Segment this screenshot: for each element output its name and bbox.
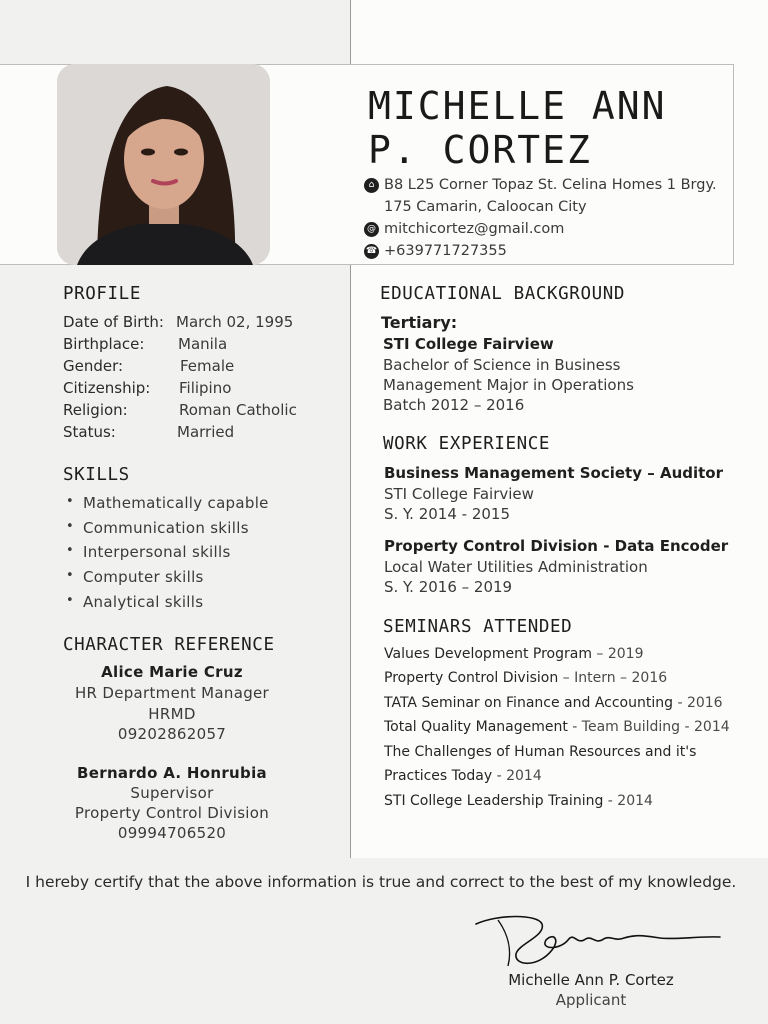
- seminar-item: [384, 695, 723, 711]
- work-heading: WORK EXPERIENCE: [383, 434, 551, 454]
- education-level: Tertiary:: [381, 313, 458, 332]
- certification-statement: I hereby certify that the above information is true and correct to the best of my knowledge.: [25, 873, 737, 891]
- reference-line: HR Department Manager: [74, 684, 270, 702]
- applicant-name: [368, 84, 728, 172]
- seminar-detail: - 2014: [603, 793, 653, 809]
- address-line-1: B8 L25 Corner Topaz St. Celina Homes 1 Brgy.: [384, 177, 717, 193]
- profile-heading: PROFILE: [63, 284, 141, 304]
- seminar-item: [384, 719, 730, 735]
- profile-value: Married: [177, 423, 235, 441]
- at-icon: @: [364, 222, 379, 237]
- home-icon: ⌂: [364, 178, 379, 193]
- reference-phone: 09994706520: [117, 824, 227, 842]
- profile-value: March 02, 1995: [176, 313, 294, 331]
- profile-label: Status:: [63, 423, 116, 441]
- job-period: S. Y. 2016 – 2019: [384, 578, 513, 596]
- seminar-item: [384, 768, 542, 784]
- seminar-item: [384, 793, 653, 809]
- seminar-title: Total Quality Management: [384, 719, 568, 735]
- signature-image: [468, 910, 728, 972]
- seminar-detail: - 2016: [673, 695, 723, 711]
- batch-line: Batch 2012 – 2016: [383, 396, 525, 414]
- profile-value: Roman Catholic: [179, 401, 297, 419]
- phone-icon: ☎: [364, 244, 379, 259]
- reference-line: Property Control Division: [74, 804, 270, 822]
- name-line-1: MICHELLE ANN: [368, 84, 667, 128]
- seminar-item: [384, 646, 644, 662]
- seminar-title: Practices Today: [384, 768, 493, 784]
- skill-label: Communication skills: [83, 519, 249, 537]
- profile-photo: [57, 64, 270, 265]
- reference-line: Supervisor: [130, 784, 214, 802]
- seminar-detail: – Intern – 2016: [558, 670, 668, 686]
- seminar-detail: – 2019: [591, 646, 644, 662]
- skill-label: Computer skills: [83, 568, 204, 586]
- name-line-2: P. CORTEZ: [368, 128, 592, 172]
- signature-role: Applicant: [555, 991, 627, 1009]
- reference-name: Bernardo A. Honrubia: [77, 764, 267, 782]
- seminar-item: [384, 670, 667, 686]
- reference-name: Alice Marie Cruz: [101, 663, 243, 681]
- email-text: mitchicortez@gmail.com: [384, 221, 565, 237]
- seminar-item: [384, 744, 696, 760]
- school-name: STI College Fairview: [383, 335, 554, 353]
- degree-line: Bachelor of Science in Business: [383, 356, 621, 374]
- profile-label: Gender:: [63, 357, 124, 375]
- seminar-detail: - 2014: [492, 768, 542, 784]
- skills-heading: SKILLS: [63, 465, 130, 485]
- job-org: Local Water Utilities Administration: [384, 558, 648, 576]
- seminar-title: Values Development Program: [384, 646, 592, 662]
- profile-label: Birthplace:: [63, 335, 145, 353]
- skill-label: Interpersonal skills: [83, 543, 231, 561]
- profile-value: Female: [180, 357, 235, 375]
- profile-value: Filipino: [179, 379, 232, 397]
- signature-name: Michelle Ann P. Cortez: [508, 971, 674, 989]
- profile-value: Manila: [178, 335, 228, 353]
- job-org: STI College Fairview: [384, 485, 534, 503]
- degree-line: Management Major in Operations: [383, 376, 634, 394]
- profile-label: Religion:: [63, 401, 128, 419]
- job-period: S. Y. 2014 - 2015: [384, 505, 511, 523]
- job-position: Business Management Society – Auditor: [384, 464, 723, 482]
- reference-line: HRMD: [148, 705, 196, 723]
- seminar-title: The Challenges of Human Resources and it's: [384, 744, 697, 760]
- skill-label: Mathematically capable: [83, 494, 269, 512]
- character-reference-heading: CHARACTER REFERENCE: [63, 635, 275, 655]
- seminar-title: STI College Leadership Training: [384, 793, 604, 809]
- skill-label: Analytical skills: [83, 593, 204, 611]
- reference-phone: 09202862057: [117, 725, 227, 743]
- phone-text: +639771727355: [384, 243, 507, 259]
- address-line-2: 175 Camarin, Caloocan City: [384, 199, 587, 215]
- seminar-title: Property Control Division: [384, 670, 559, 686]
- profile-label: Date of Birth:: [63, 313, 164, 331]
- profile-label: Citizenship:: [63, 379, 151, 397]
- seminars-heading: SEMINARS ATTENDED: [383, 617, 573, 637]
- seminar-title: TATA Seminar on Finance and Accounting: [384, 695, 673, 711]
- job-position: Property Control Division - Data Encoder: [384, 537, 729, 555]
- education-heading: EDUCATIONAL BACKGROUND: [380, 284, 625, 304]
- seminar-detail: - Team Building - 2014: [567, 719, 730, 735]
